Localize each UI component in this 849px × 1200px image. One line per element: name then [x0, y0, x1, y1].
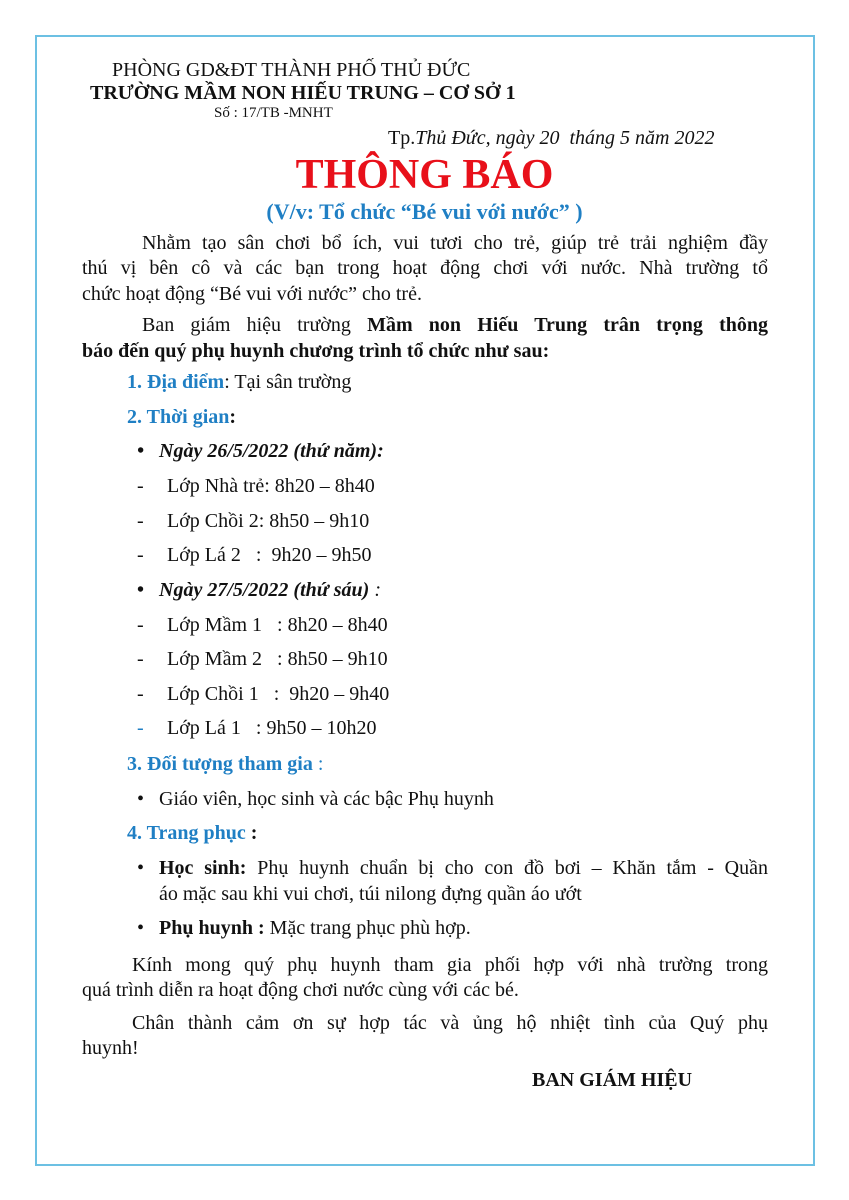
closing-line: Chân thành cảm ơn sự hợp tác và ủng hộ nhiệt tình của Quý phụ: [132, 1012, 768, 1034]
document-number: Số : 17/TB -MNHT: [214, 105, 333, 121]
participants-item: [137, 787, 494, 811]
attire-text: Mặc trang phục phù hợp.: [264, 917, 471, 939]
announce-line: báo đến quý phụ huynh chương trình tổ chức như sau:: [82, 340, 550, 362]
section-heading: 1. Địa điểm: [127, 371, 225, 393]
section-time: [127, 405, 236, 429]
schedule-item: - Lớp Lá 2 : 9h20 – 9h50: [137, 544, 372, 566]
page-title: THÔNG BÁO: [295, 152, 554, 198]
subtitle: (V/v: Tổ chức “Bé vui với nước” ): [266, 199, 583, 224]
attire-student-cont: áo mặc sau khi vui chơi, túi nilong đựng quần áo ướt: [159, 883, 582, 905]
schedule-item-text: Lớp Lá 1 : 9h50 – 10h20: [167, 717, 377, 739]
announce-bold: Mầm non Hiếu Trung trân trọng thông: [367, 314, 768, 336]
schedule-item-text: Lớp Mầm 2 : 8h50 – 9h10: [167, 648, 388, 670]
bullet-icon: •: [137, 857, 145, 879]
bullet-icon: •: [137, 917, 145, 939]
intro-line: chức hoạt động “Bé vui với nước” cho trẻ.: [82, 283, 422, 305]
section-heading: 2. Thời gian: [127, 406, 230, 428]
date-place: Thủ Đức: [415, 127, 486, 149]
section-location: [127, 370, 351, 394]
schedule-item: - Lớp Mầm 1 : 8h20 – 8h40: [137, 614, 388, 636]
section-attire: [127, 821, 257, 845]
attire-label: Phụ huynh :: [159, 917, 265, 939]
section-heading: 3. Đối tượng tham gia: [127, 753, 313, 775]
signature: BAN GIÁM HIỆU: [532, 1069, 693, 1091]
intro-line: thú vị bên cô và các bạn trong hoạt động chơi với nước. Nhà trường tổ: [82, 257, 768, 279]
bullet-icon: •: [137, 440, 145, 462]
colon: :: [312, 753, 324, 775]
colon: :: [245, 822, 258, 844]
closing-line: huynh!: [82, 1037, 139, 1059]
schedule-item-text: Lớp Nhà trẻ: 8h20 – 8h40: [167, 475, 375, 497]
announce-prefix: Ban giám hiệu trường: [142, 314, 368, 336]
bullet-icon: •: [137, 788, 145, 810]
schedule-day: [137, 439, 384, 463]
department-name: PHÒNG GD&ĐT THÀNH PHỐ THỦ ĐỨC: [112, 59, 471, 81]
schedule-item: - Lớp Chồi 2: 8h50 – 9h10: [137, 510, 370, 532]
attire-text: Phụ huynh chuẩn bị cho con đồ bơi – Khăn tắm - Quần: [246, 857, 768, 879]
schedule-item-text: Lớp Mầm 1 : 8h20 – 8h40: [167, 614, 388, 636]
schedule-item-text: Lớp Lá 2 : 9h20 – 9h50: [167, 544, 372, 566]
announce-line: [82, 313, 768, 337]
day-label: Ngày 27/5/2022 (thứ sáu): [159, 579, 370, 601]
document-date: [388, 126, 714, 150]
section-participants: [127, 752, 323, 776]
schedule-item: - Lớp Chồi 1 : 9h20 – 9h40: [137, 683, 390, 705]
schedule-item: - Lớp Lá 1 : 9h50 – 10h20: [137, 717, 377, 739]
date-rest: , ngày 20 tháng 5 năm 2022: [485, 127, 715, 149]
colon: :: [369, 579, 381, 601]
attire-label: Học sinh:: [159, 857, 247, 879]
bullet-icon: •: [137, 579, 145, 601]
section-heading: 4. Trang phục: [127, 822, 246, 844]
participants-text: Giáo viên, học sinh và các bậc Phụ huynh: [159, 788, 494, 810]
attire-parent: [137, 916, 471, 940]
date-prefix: Tp.: [388, 127, 416, 149]
colon: :: [229, 406, 237, 428]
closing-line: quá trình diễn ra hoạt động chơi nước cùng với các bé.: [82, 979, 519, 1001]
schedule-day: [137, 578, 381, 602]
intro-line: Nhằm tạo sân chơi bổ ích, vui tươi cho trẻ, giúp trẻ trải nghiệm đầy: [142, 232, 768, 254]
schedule-item-text: Lớp Chồi 1 : 9h20 – 9h40: [167, 683, 390, 705]
location-value: : Tại sân trường: [224, 371, 352, 393]
school-name: TRƯỜNG MẦM NON HIẾU TRUNG – CƠ SỞ 1: [90, 82, 516, 104]
schedule-item-text: Lớp Chồi 2: 8h50 – 9h10: [167, 510, 370, 532]
schedule-item: - Lớp Nhà trẻ: 8h20 – 8h40: [137, 475, 375, 497]
attire-student: [137, 856, 768, 880]
closing-line: Kính mong quý phụ huynh tham gia phối hợp với nhà trường trong: [132, 954, 768, 976]
day-label: Ngày 26/5/2022 (thứ năm):: [159, 440, 384, 462]
schedule-item: - Lớp Mầm 2 : 8h50 – 9h10: [137, 648, 388, 670]
